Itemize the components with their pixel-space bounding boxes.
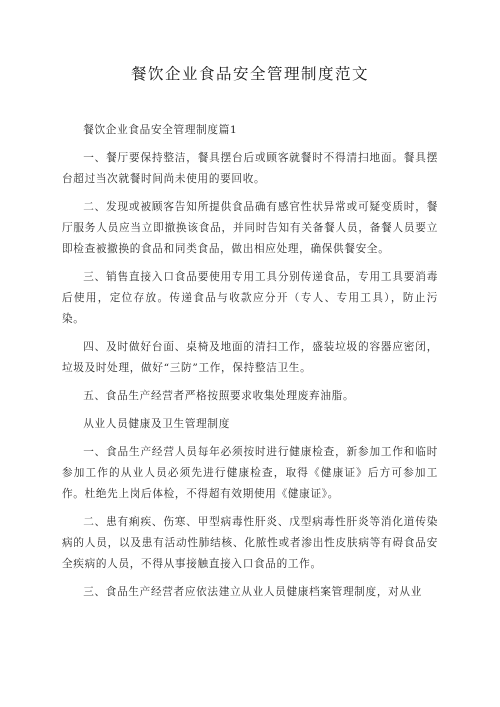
- paragraph: 二、发现或被顾客告知所提供食品确有感官性状异常或可疑变质时，餐厅服务人员应当立即撤换该食品，并同时告知有关备餐人员，备餐人员要立即检查被撤换的食品和同类食品，做出相应处理，确保供餐安全。: [62, 201, 438, 255]
- document-title: 餐饮企业食品安全管理制度范文: [130, 65, 369, 83]
- document-body: [62, 120, 438, 603]
- section-heading-1: 餐饮企业食品安全管理制度篇1: [83, 124, 238, 136]
- paragraph: 四、及时做好台面、桌椅及地面的清扫工作，盛装垃圾的容器应密闭，垃圾及时处理，做好“三防”工作，保持整洁卫生。: [62, 341, 438, 374]
- paragraph: 三、销售直接入口食品要使用专用工具分别传递食品，专用工具要消毒后使用，定位存放。传递食品与收款应分开（专人、专用工具），防止污染。: [62, 271, 438, 325]
- section-heading-2: 从业人员健康及卫生管理制度: [83, 418, 231, 430]
- paragraph: 五、食品生产经营者严格按照要求收集处理废弃油脂。: [83, 390, 355, 402]
- paragraph: 一、食品生产经营人员每年必须按时进行健康检查，新参加工作和临时参加工作的从业人员必须先进行健康检查，取得《健康证》后方可参加工作。杜绝先上岗后体检，不得超有效期使用《健康证》。: [62, 446, 438, 500]
- paragraph: 一、餐厅要保持整洁，餐具摆台后或顾客就餐时不得清扫地面。餐具摆台超过当次就餐时间尚未使用的要回收。: [62, 152, 438, 185]
- paragraph: 三、食品生产经营者应依法建立从业人员健康档案管理制度，对从业: [83, 586, 422, 598]
- paragraph: 二、患有痢疾、伤寒、甲型病毒性肝炎、戊型病毒性肝炎等消化道传染病的人员，以及患有活动性肺结核、化脓性或者渗出性皮肤病等有碍食品安全疾病的人员，不得从事接触直接入口食品的工作。: [62, 516, 438, 570]
